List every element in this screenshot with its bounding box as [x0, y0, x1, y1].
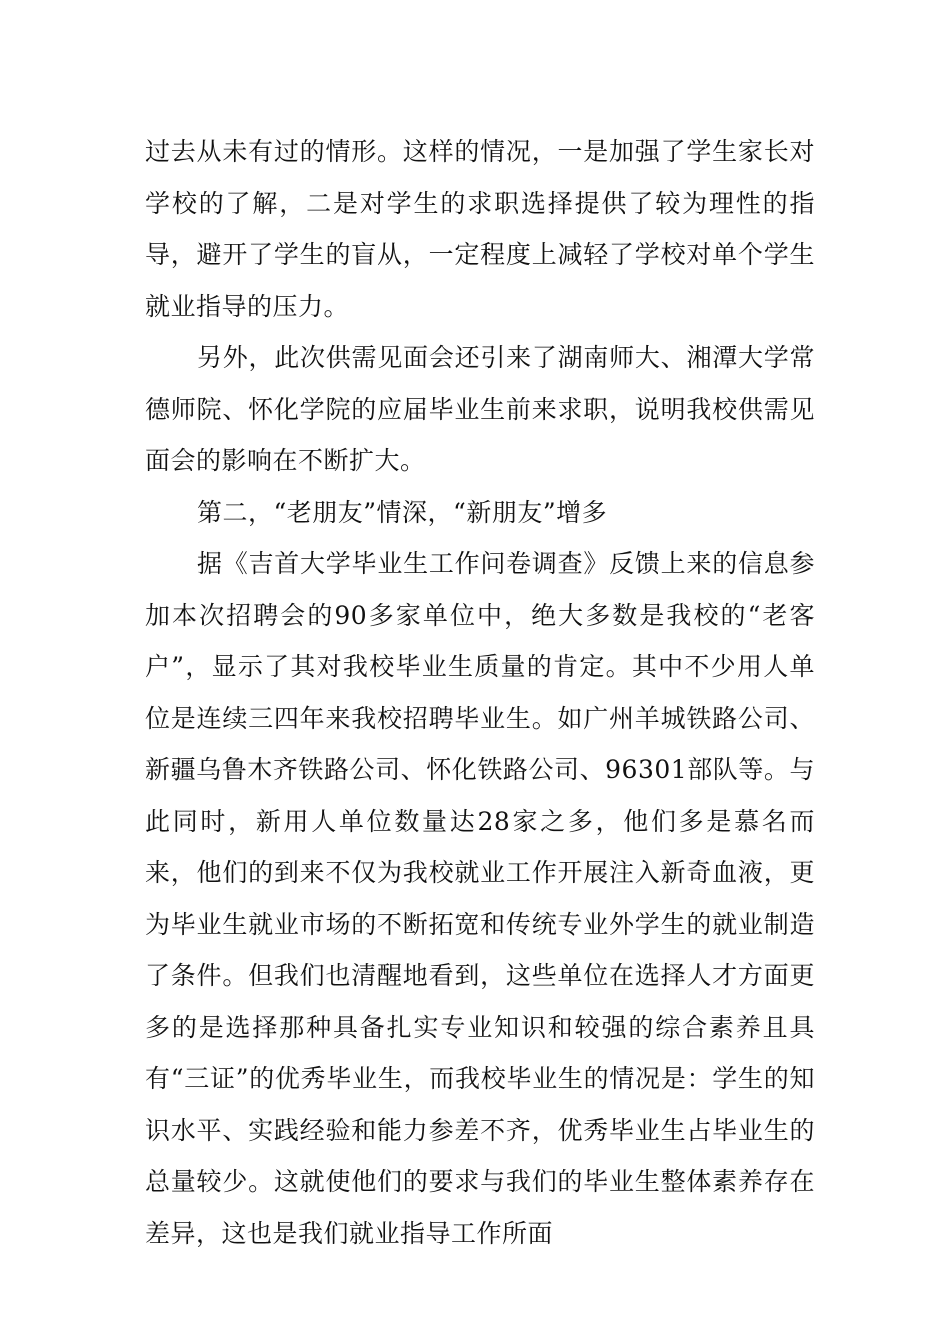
paragraph-2: 另外，此次供需见面会还引来了湖南师大、湘潭大学常德师院、怀化学院的应届毕业生前来求职，说明我校供需见面会的影响在不断扩大。: [145, 343, 815, 475]
paragraph-4: 据《吉首大学毕业生工作问卷调查》反馈上来的信息参加本次招聘会的90多家单位中，绝大多数是我校的“老客户”，显示了其对我校毕业生质量的肯定。其中不少用人单位是连续三四年来我校招聘毕业生。如广州羊城铁路公司、新疆乌鲁木齐铁路公司、怀化铁路公司、96301部队等。与此同时，新用人单位数量达28家之多，他们多是慕名而来，他们的到来不仅为我校就业工作开展注入新奇血液，更为毕业生就业市场的不断拓宽和传统专业外学生的就业制造了条件。但我们也清醒地看到，这些单位在选择人才方面更多的是选择那种具备扎实专业知识和较强的综合素养且具有“三证”的优秀毕业生，而我校毕业生的情况是：学生的知识水平、实践经验和能力参差不齐，优秀毕业生占毕业生的总量较少。这就使他们的要求与我们的毕业生整体素养存在差异，这也是我们就业指导工作所面: [145, 549, 815, 1248]
document-body: [145, 126, 815, 1259]
section-heading: 第二，“老朋友”情深，“新朋友”增多: [197, 497, 608, 527]
paragraph-1: 过去从未有过的情形。这样的情况，一是加强了学生家长对学校的了解，二是对学生的求职选择提供了较为理性的指导，避开了学生的盲从，一定程度上减轻了学校对单个学生就业指导的压力。: [145, 137, 815, 321]
